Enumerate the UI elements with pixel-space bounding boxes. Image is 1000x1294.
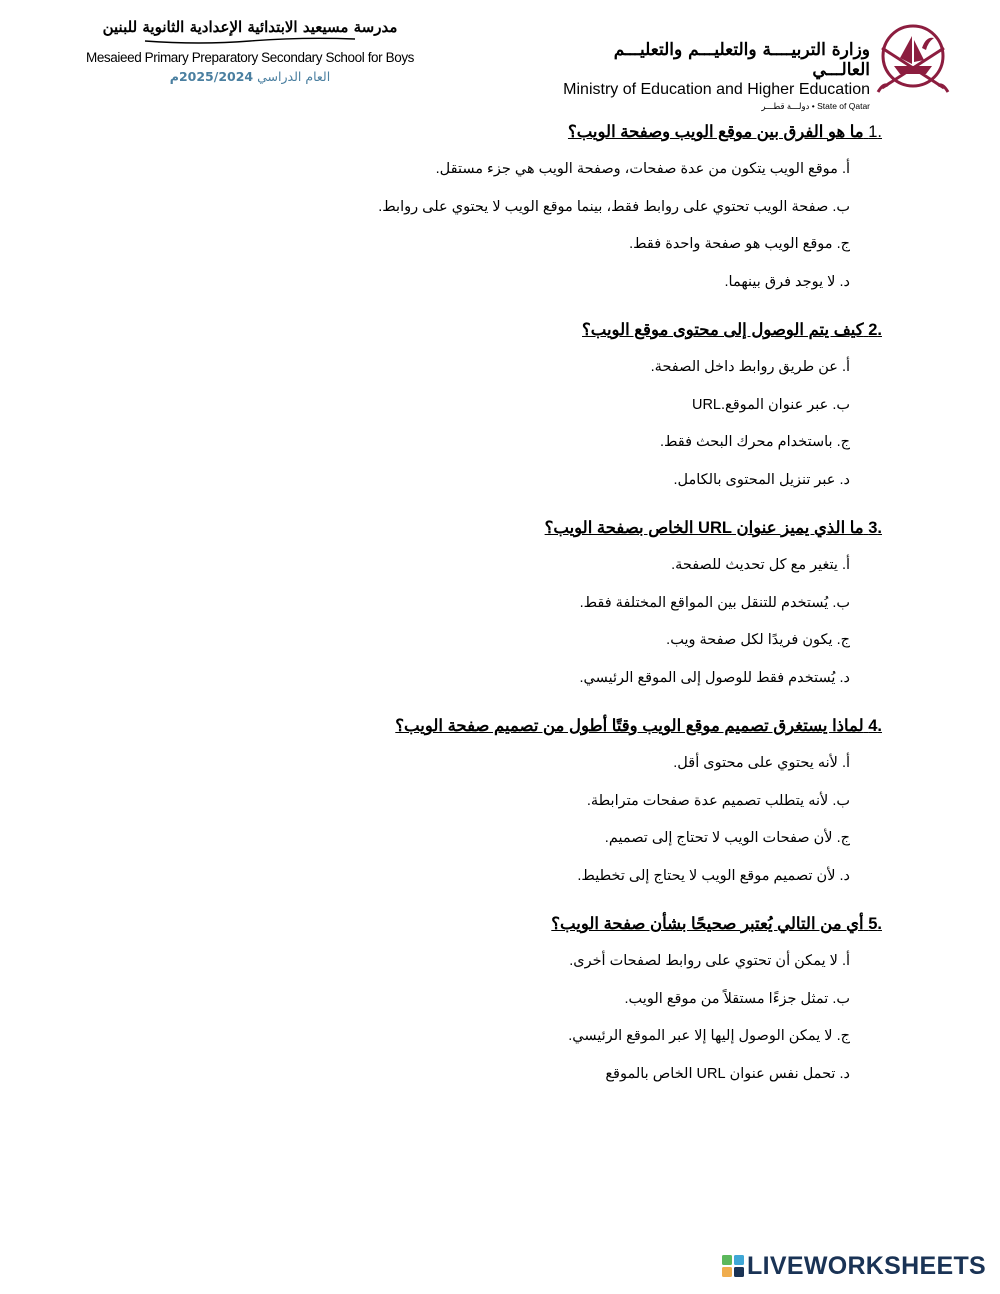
question-text: .1 ما هو الفرق بين موقع الويب وصفحة الويب؟ (567, 123, 882, 141)
ministry-header (552, 18, 952, 111)
ministry-block (552, 40, 870, 113)
question-5 (122, 905, 882, 1093)
liveworksheets-brand: LIVEWORKSHEETS (747, 1251, 986, 1280)
option-c[interactable]: ج. لا يمكن الوصول إليها إلا عبر الموقع الرئيسي. (568, 1028, 850, 1044)
question-text: .3 ما الذي يميز عنوان URL الخاص بصفحة الويب؟ (544, 519, 882, 537)
ministry-name-arabic: وزارة التربيــــة والتعليـــم والتعليـــم العالـــي (613, 40, 870, 80)
qatar-emblem-icon (874, 18, 952, 98)
question-number: .2 (868, 321, 882, 339)
worksheet-content (122, 113, 882, 1103)
option-a[interactable]: أ. لا يمكن أن تحتوي على روابط لصفحات أخرى. (569, 953, 850, 969)
question-number: .4 (868, 717, 882, 735)
question-1 (122, 113, 882, 301)
question-number: .1 (868, 123, 882, 141)
option-a[interactable]: أ. يتغير مع كل تحديث للصفحة. (671, 557, 850, 573)
ministry-name-english: Ministry of Education and Higher Education (563, 81, 870, 98)
question-text: .4 لماذا يستغرق تصميم موقع الويب وقتًا أطول من تصميم صفحة الويب؟ (395, 717, 882, 735)
year-label: العام الدراسي (257, 69, 331, 84)
question-2 (122, 311, 882, 499)
question-text: .5 أي من التالي يُعتبر صحيحًا بشأن صفحة الويب؟ (551, 915, 882, 933)
option-c[interactable]: ج. باستخدام محرك البحث فقط. (659, 434, 850, 450)
option-a[interactable]: أ. عن طريق روابط داخل الصفحة. (650, 359, 850, 375)
question-3 (122, 509, 882, 697)
school-name-english: Mesaieed Primary Preparatory Secondary School for Boys (85, 50, 415, 65)
question-4 (122, 707, 882, 895)
option-b[interactable]: ب. عبر عنوان الموقع.URL (691, 396, 850, 413)
option-b[interactable]: ب. صفحة الويب تحتوي على روابط فقط، بينما موقع الويب لا يحتوي على روابط. (378, 198, 850, 215)
flourish-ornament (140, 36, 360, 46)
state-of-qatar: State of Qatar • دولـــة قطـــر (761, 101, 870, 111)
year-value: 2025/2024م (169, 69, 254, 84)
option-d[interactable]: د. عبر تنزيل المحتوى بالكامل. (673, 471, 850, 488)
school-name-arabic: مدرسة مسيعيد الابتدائية الإعدادية الثانوية للبنين (102, 18, 398, 36)
option-d[interactable]: د. يُستخدم فقط للوصول إلى الموقع الرئيسي. (579, 669, 850, 686)
option-b[interactable]: ب. يُستخدم للتنقل بين المواقع المختلفة فقط. (579, 594, 850, 611)
liveworksheets-icon (722, 1255, 744, 1277)
option-c[interactable]: ج. لأن صفحات الويب لا تحتاج إلى تصميم. (604, 830, 850, 846)
option-c[interactable]: ج. موقع الويب هو صفحة واحدة فقط. (629, 236, 850, 252)
option-a[interactable]: أ. موقع الويب يتكون من عدة صفحات، وصفحة الويب هي جزء مستقل. (435, 161, 850, 177)
question-number: .5 (868, 915, 882, 933)
option-b[interactable]: ب. تمثل جزءًا مستقلاً من موقع الويب. (624, 990, 850, 1007)
option-d[interactable]: د. لأن تصميم موقع الويب لا يحتاج إلى تخطيط. (577, 867, 850, 884)
option-d[interactable]: د. لا يوجد فرق بينهما. (724, 273, 850, 290)
option-b[interactable]: ب. لأنه يتطلب تصميم عدة صفحات مترابطة. (586, 792, 850, 809)
option-d[interactable]: د. تحمل نفس عنوان URL الخاص بالموقع (605, 1065, 850, 1082)
option-a[interactable]: أ. لأنه يحتوي على محتوى أقل. (673, 755, 850, 771)
liveworksheets-logo (722, 1252, 986, 1280)
school-header (60, 18, 440, 84)
academic-year (60, 69, 440, 84)
question-text: .2 كيف يتم الوصول إلى محتوى موقع الويب؟ (582, 321, 882, 339)
question-number: .3 (868, 519, 882, 537)
option-c[interactable]: ج. يكون فريدًا لكل صفحة ويب. (666, 632, 850, 648)
